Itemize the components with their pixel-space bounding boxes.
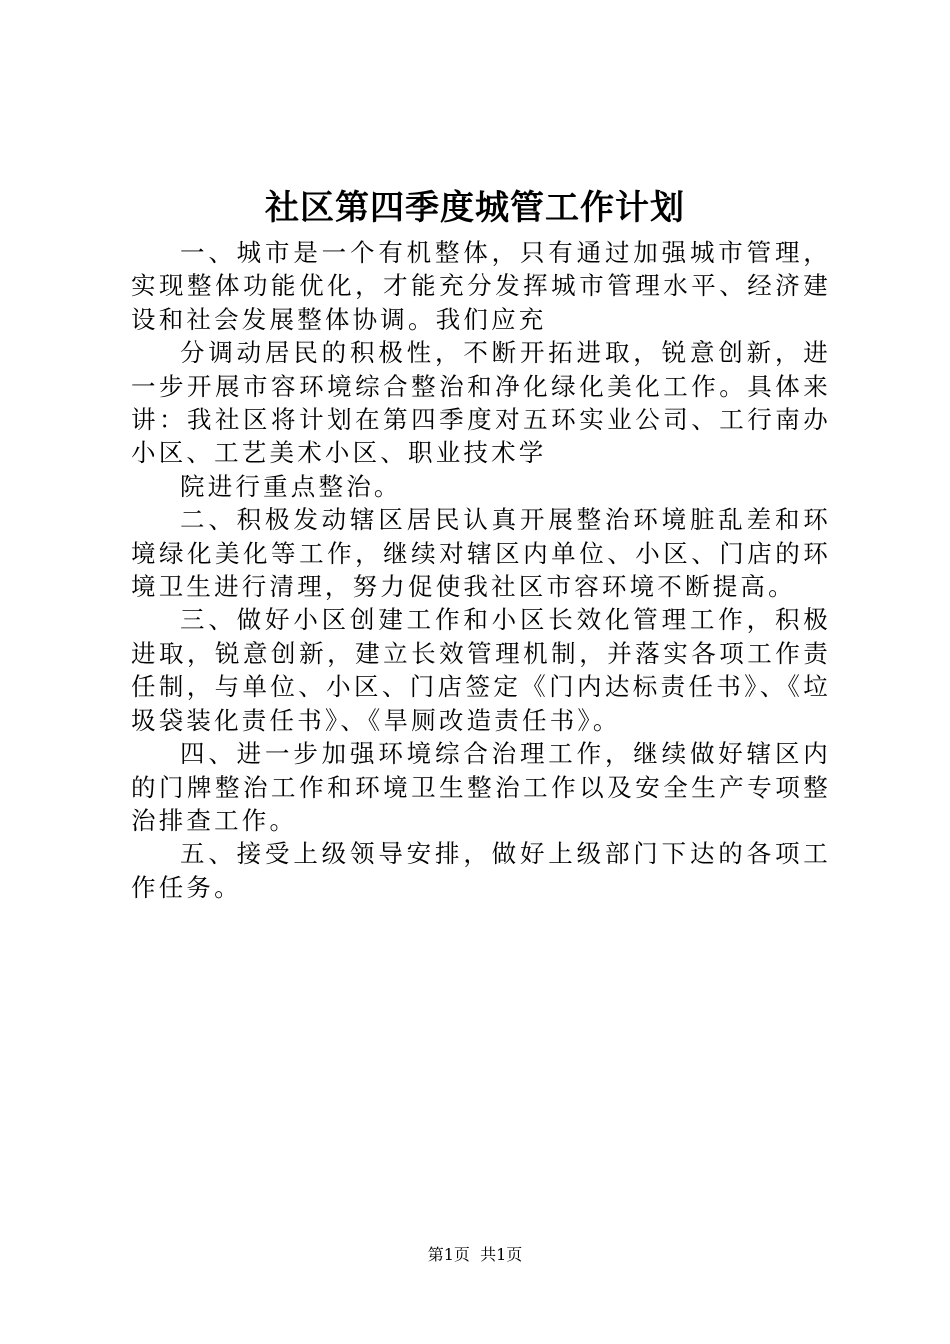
paragraph-7: 五、接受上级领导安排，做好上级部门下达的各项工作任务。 [131, 839, 831, 902]
paragraph-6: 四、进一步加强环境综合治理工作，继续做好辖区内的门牌整治工作和环境卫生整治工作以及安全生产专项整治排查工作。 [131, 739, 831, 835]
paragraph-5: 三、做好小区创建工作和小区长效化管理工作，积极进取，锐意创新，建立长效管理机制，并落实各项工作责任制，与单位、小区、门店签定《门内达标责任书》、《垃圾袋装化责任书》、《旱厕改造责任书》。 [131, 605, 831, 735]
document-title: 社区第四季度城管工作计划 [265, 188, 685, 228]
page-number-label: 第1页 共1页 [427, 1245, 523, 1264]
paragraph-2: 分调动居民的积极性，不断开拓进取，锐意创新，进一步开展市容环境综合整治和净化绿化美化工作。具体来讲：我社区将计划在第四季度对五环实业公司、工行南办小区、工艺美术小区、职业技术学 [131, 338, 831, 468]
document-body [131, 236, 831, 904]
paragraph-3: 院进行重点整治。 [180, 471, 402, 501]
page-footer [0, 1245, 950, 1265]
paragraph-4: 二、积极发动辖区居民认真开展整治环境脏乱差和环境绿化美化等工作，继续对辖区内单位、小区、门店的环境卫生进行清理，努力促使我社区市容环境不断提高。 [131, 505, 831, 602]
paragraph-1: 一、城市是一个有机整体，只有通过加强城市管理，实现整体功能优化，才能充分发挥城市管理水平、经济建设和社会发展整体协调。我们应充 [131, 238, 831, 334]
